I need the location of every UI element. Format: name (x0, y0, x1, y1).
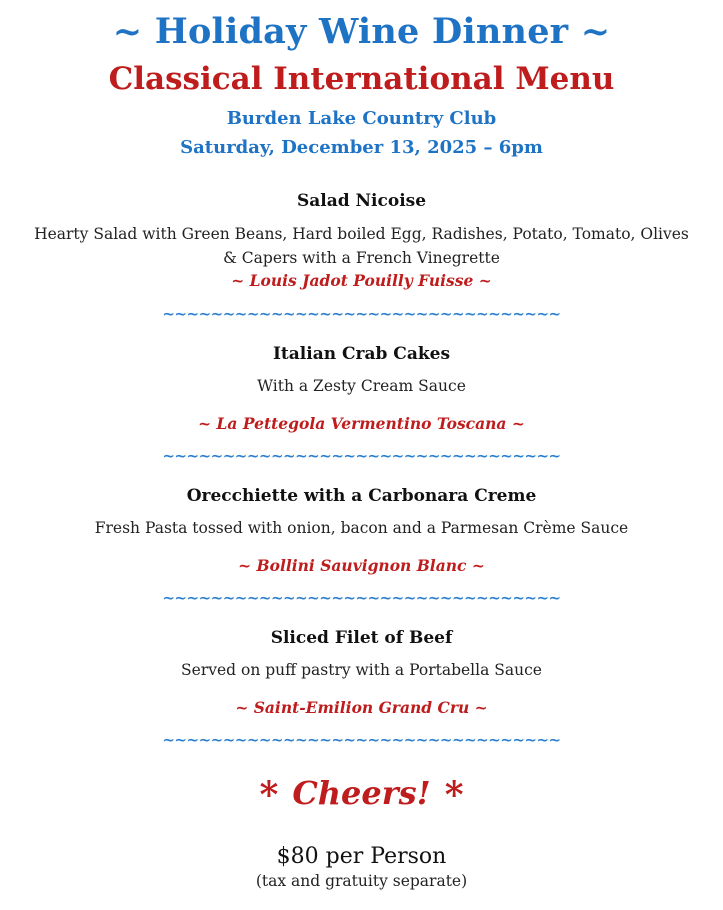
asterisk-icon: * (259, 774, 279, 816)
menu-subtitle: Classical International Menu (108, 61, 615, 97)
section-divider: ~~~~~~~~~~~~~~~~~~~~~~~~~~~~~~~~~ (162, 305, 561, 323)
section-divider: ~~~~~~~~~~~~~~~~~~~~~~~~~~~~~~~~~ (162, 447, 561, 465)
course-name: Sliced Filet of Beef (270, 628, 453, 648)
section-divider: ~~~~~~~~~~~~~~~~~~~~~~~~~~~~~~~~~ (162, 731, 561, 749)
wine-pairing: ~ Louis Jadot Pouilly Fuisse ~ (231, 271, 492, 290)
section-divider: ~~~~~~~~~~~~~~~~~~~~~~~~~~~~~~~~~ (162, 589, 561, 607)
venue-name: Burden Lake Country Club (226, 108, 497, 129)
course-description: Served on puff pastry with a Portabella Sauce (181, 661, 542, 679)
cheers-text: Cheers! (292, 774, 431, 812)
course-name: Salad Nicoise (296, 191, 427, 211)
course-description: Fresh Pasta tossed with onion, bacon and a Parmesan Crème Sauce (94, 519, 629, 537)
price-note: (tax and gratuity separate) (255, 872, 468, 890)
course-description: With a Zesty Cream Sauce (257, 377, 466, 395)
cheers-line (0, 775, 723, 816)
event-date: Saturday, December 13, 2025 – 6pm (180, 137, 543, 158)
course-name: Italian Crab Cakes (272, 344, 451, 364)
wine-pairing: ~ Saint-Emilion Grand Cru ~ (235, 698, 488, 717)
price: $80 per Person (276, 844, 447, 869)
wine-pairing: ~ Bollini Sauvignon Blanc ~ (238, 556, 485, 575)
wine-pairing: ~ La Pettegola Vermentino Toscana ~ (198, 414, 525, 433)
menu-title: ~ Holiday Wine Dinner ~ (112, 11, 611, 52)
course-name: Orecchiette with a Carbonara Creme (186, 486, 537, 506)
asterisk-icon: * (444, 774, 464, 816)
course-description: Hearty Salad with Green Beans, Hard boiled Egg, Radishes, Potato, Tomato, Olives & Capers with a French Vinegrette (34, 225, 689, 267)
